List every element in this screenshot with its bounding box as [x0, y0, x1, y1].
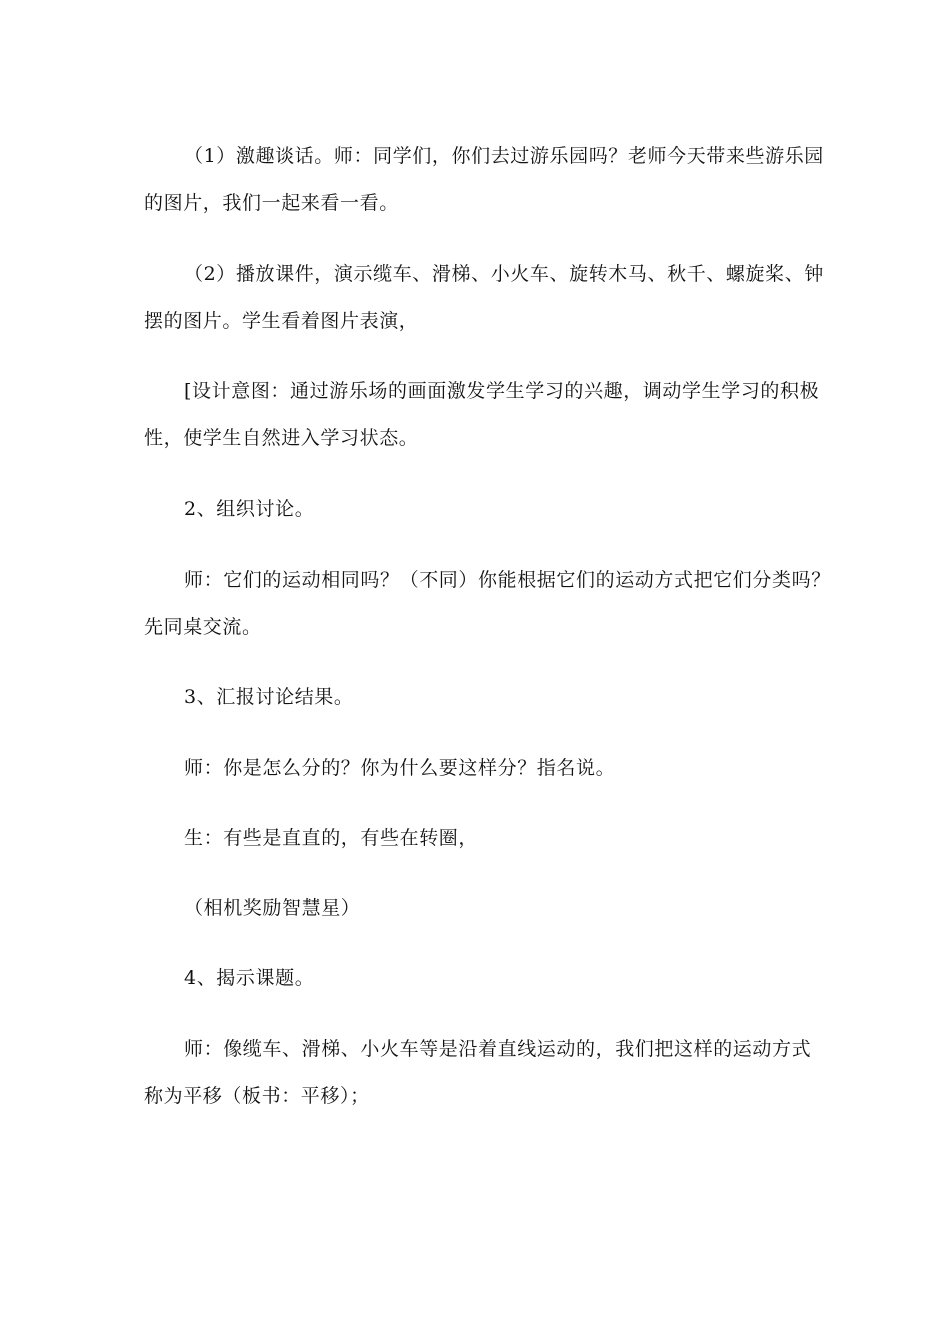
para-step-4: [144, 955, 812, 1002]
para-activity-1: [144, 133, 824, 227]
text-line: （2）播放课件，演示缆车、滑梯、小火车、旋转木马、秋千、螺旋桨、钟: [184, 263, 824, 285]
para-activity-2: [144, 251, 824, 345]
text-line: 摆的图片。学生看着图片表演，: [144, 310, 419, 332]
text-line: 3、汇报讨论结果。: [184, 686, 354, 708]
text-line: 师：它们的运动相同吗？（不同）你能根据它们的运动方式把它们分类吗？: [184, 569, 831, 591]
para-teacher-question: [144, 557, 831, 651]
para-student-answer: [144, 815, 812, 862]
para-teacher-translation: [144, 1026, 812, 1120]
para-teacher-ask: [144, 745, 812, 792]
text-line: 4、揭示课题。: [184, 967, 315, 989]
text-line: 性，使学生自然进入学习状态。: [144, 427, 419, 449]
para-design-intent: [144, 368, 820, 462]
text-line: 生：有些是直直的，有些在转圈，: [184, 827, 479, 849]
text-line: 先同桌交流。: [144, 616, 262, 638]
text-line: 2、组织讨论。: [184, 498, 315, 520]
text-line: （1）激趣谈话。师：同学们，你们去过游乐园吗？老师今天带来些游乐园: [184, 145, 824, 167]
text-line: 师：你是怎么分的？你为什么要这样分？指名说。: [184, 757, 616, 779]
para-step-3: [144, 674, 812, 721]
text-line: [设计意图：通过游乐场的画面激发学生学习的兴趣，调动学生学习的积极: [184, 380, 820, 402]
text-line: （相机奖励智慧星）: [184, 897, 361, 919]
para-step-2: [144, 486, 812, 533]
text-line: 师：像缆车、滑梯、小火车等是沿着直线运动的，我们把这样的运动方式: [184, 1038, 812, 1060]
text-line: 的图片，我们一起来看一看。: [144, 192, 399, 214]
text-line: 称为平移（板书：平移）；: [144, 1085, 370, 1107]
para-reward: [144, 885, 812, 932]
